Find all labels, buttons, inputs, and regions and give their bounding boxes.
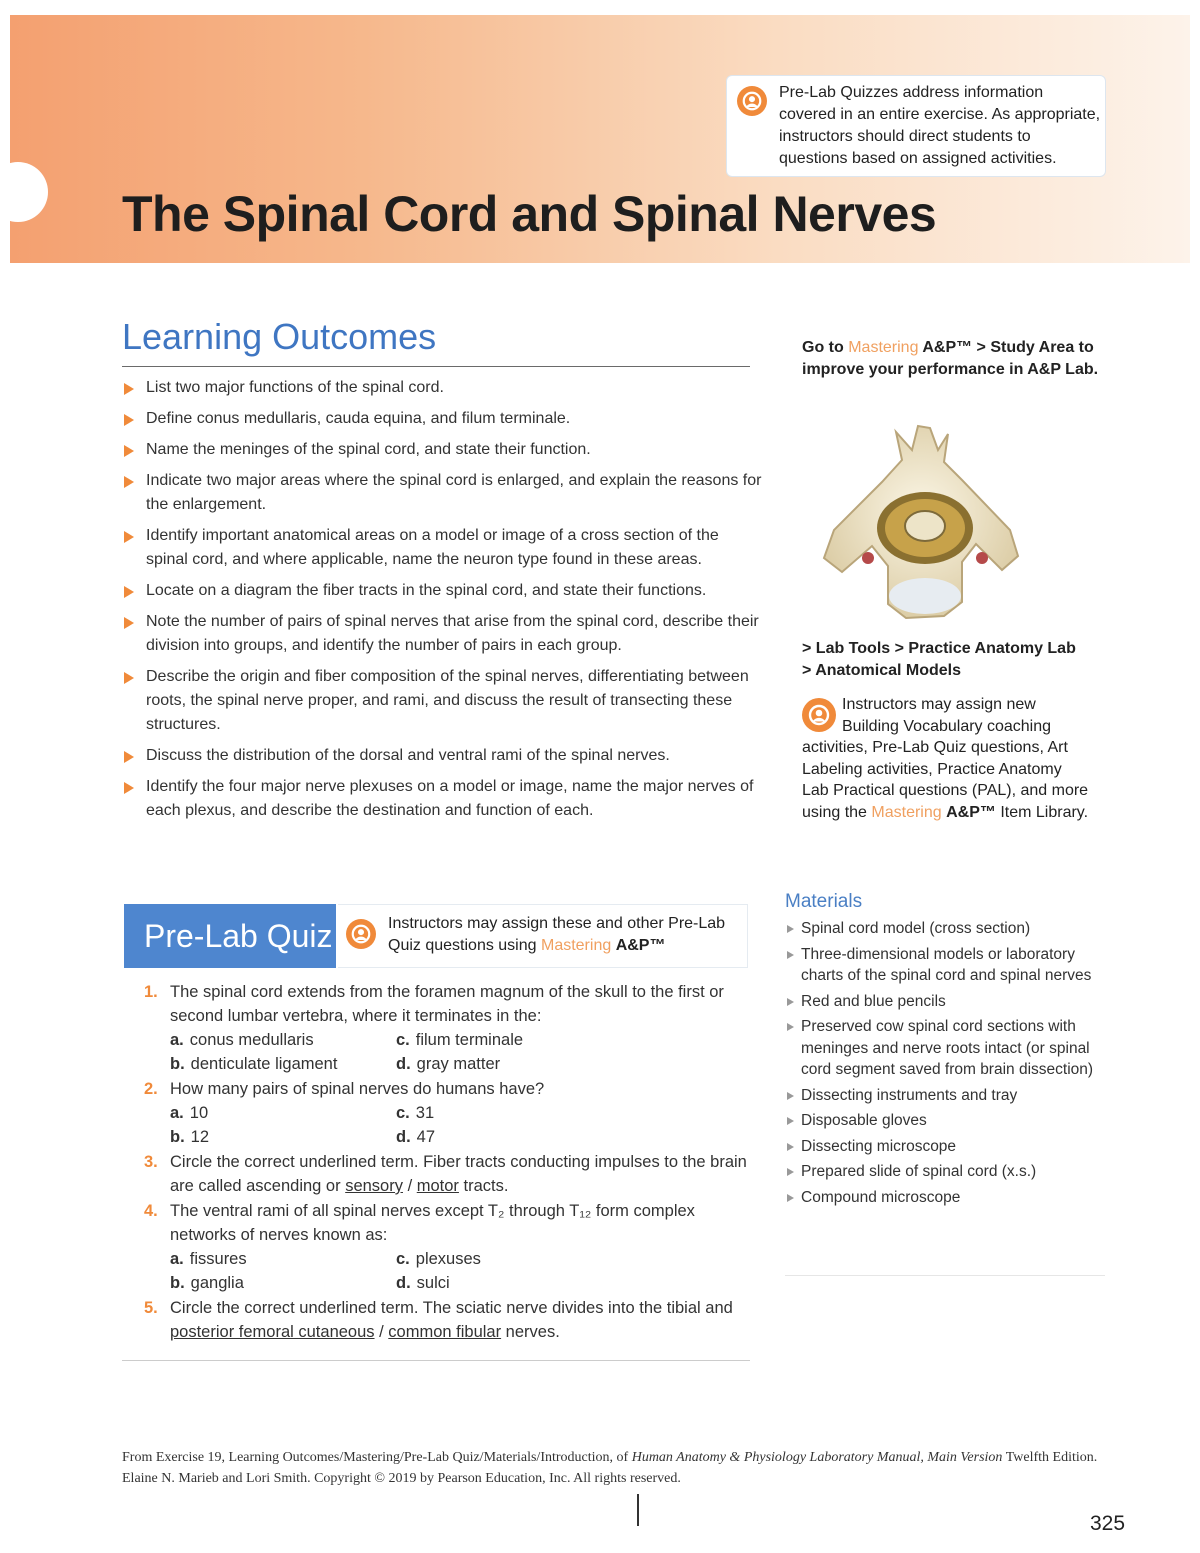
bullet-arrow-icon xyxy=(124,531,134,543)
mastering-brand: Mastering xyxy=(848,339,919,356)
bullet-arrow-icon xyxy=(124,476,134,488)
material-item: Red and blue pencils xyxy=(785,991,1100,1013)
mastering-brand: Mastering xyxy=(540,937,612,954)
materials-heading: Materials xyxy=(785,891,863,912)
center-mark xyxy=(637,1494,639,1526)
material-item: Compound microscope xyxy=(785,1187,1100,1209)
quiz-option: b. denticulate ligament xyxy=(170,1055,338,1073)
bullet-arrow-icon xyxy=(124,782,134,794)
bullet-arrow-icon xyxy=(124,445,134,457)
page-title: The Spinal Cord and Spinal Nerves xyxy=(122,186,937,242)
lab-tools-path: > Lab Tools > Practice Anatomy Lab > Anatomical Models xyxy=(802,640,1076,679)
material-item: Preserved cow spinal cord sections with meninges and nerve roots intact (or spinal cord segment saved from brain dissection) xyxy=(785,1016,1100,1081)
underlined-term: sensory xyxy=(345,1177,403,1195)
prelab-quiz-note: Instructors may assign these and other Pre-Lab Quiz questions using Mastering A&P™ xyxy=(338,904,748,968)
outcome-item: Define conus medullaris, cauda equina, and filum terminale. xyxy=(122,407,762,431)
bullet-arrow-icon xyxy=(124,586,134,598)
underlined-term: posterior femoral cutaneous xyxy=(170,1323,375,1341)
quiz-option: c. filum terminale xyxy=(396,1031,524,1049)
vertebra-cross-section-image xyxy=(812,420,1032,620)
material-item: Dissecting microscope xyxy=(785,1136,1100,1158)
material-item: Spinal cord model (cross section) xyxy=(785,918,1100,940)
underlined-term: common fibular xyxy=(388,1323,502,1341)
prelab-note-box xyxy=(726,75,1106,177)
quiz-question-4: 4. The ventral rami of all spinal nerves except T₂ through T₁₂ form complex networks of nerves known as: a. fissures c. plexuses b. ganglia d. sulci xyxy=(144,1199,754,1295)
prelab-quiz-heading: Pre-Lab Quiz xyxy=(124,904,336,968)
instructor-assign-note: Instructors may assign new Building Vocabulary coaching activities, Pre-Lab Quiz questions, Art Labeling activities, Practice Anatomy Lab Practical questions (PAL), and more using the Mastering A&P™ Item Library. xyxy=(802,696,1089,821)
outcome-item: Describe the origin and fiber composition of the spinal nerves, differentiating between roots, the spinal nerve proper, and rami, and discuss the result of transecting these structures. xyxy=(122,665,762,737)
quiz-option: b. 12 xyxy=(170,1128,210,1146)
quiz-question-3: 3. Circle the correct underlined term. Fiber tracts conducting impulses to the brain are called ascending or sensory / motor tracts. xyxy=(144,1153,747,1195)
outcome-item: List two major functions of the spinal cord. xyxy=(122,376,762,400)
copyright-credit: From Exercise 19, Learning Outcomes/Mastering/Pre-Lab Quiz/Materials/Introduction, of Human Anatomy & Physiology Laboratory Manual, Main Version Twelfth Edition. Elaine N. Marieb and Lori Smith. Copyright © 2019 by Pearson Education, Inc. All rights reserved. xyxy=(122,1450,1098,1486)
quiz-question-5: 5. Circle the correct underlined term. The sciatic nerve divides into the tibial and posterior femoral cutaneous / common fibular nerves. xyxy=(144,1299,733,1341)
bullet-arrow-icon xyxy=(124,672,134,684)
bullet-arrow-icon xyxy=(124,751,134,763)
quiz-divider xyxy=(122,1360,750,1361)
underlined-term: motor xyxy=(416,1177,459,1195)
material-item: Disposable gloves xyxy=(785,1110,1100,1132)
instructor-icon xyxy=(346,919,376,949)
heading-divider xyxy=(122,366,750,367)
material-item: Three-dimensional models or laboratory charts of the spinal cord and spinal nerves xyxy=(785,944,1100,987)
outcome-item: Note the number of pairs of spinal nerves that arise from the spinal cord, describe their division into groups, and identify the number of pairs in each group. xyxy=(122,610,762,658)
outcome-item: Identify important anatomical areas on a model or image of a cross section of the spinal cord, and where applicable, name the neuron type found in these areas. xyxy=(122,524,762,572)
quiz-option: a. 10 xyxy=(170,1104,209,1122)
outcome-item: Name the meninges of the spinal cord, and state their function. xyxy=(122,438,762,462)
bullet-arrow-icon xyxy=(124,383,134,395)
outcome-item: Discuss the distribution of the dorsal and ventral rami of the spinal nerves. xyxy=(122,744,762,768)
bullet-arrow-icon xyxy=(124,617,134,629)
instructor-icon xyxy=(737,86,767,116)
materials-list xyxy=(785,918,1100,1212)
mastering-study-area-note: Go to Mastering A&P™ > Study Area to improve your performance in A&P Lab. xyxy=(802,339,1099,378)
material-item: Prepared slide of spinal cord (x.s.) xyxy=(785,1161,1100,1183)
quiz-option: a. conus medullaris xyxy=(170,1031,314,1049)
quiz-option: a. fissures xyxy=(170,1250,247,1268)
prelab-note-text: Pre-Lab Quizzes address information covered in an entire exercise. As appropriate, instructors should direct students to questions based on assigned activities. xyxy=(779,84,1101,167)
quiz-option: c. plexuses xyxy=(396,1250,481,1268)
quiz-option: c. 31 xyxy=(396,1104,435,1122)
quiz-question-2: 2. How many pairs of spinal nerves do humans have? a. 10 c. 31 b. 12 d. 47 xyxy=(144,1077,754,1149)
quiz-question-1: 1. The spinal cord extends from the foramen magnum of the skull to the first or second lumbar vertebra, where it terminates in the: a. conus medullaris c. filum terminale b. denticulate ligament d. gray matter xyxy=(144,980,754,1076)
outcome-item: Indicate two major areas where the spinal cord is enlarged, and explain the reasons for the enlargement. xyxy=(122,469,762,517)
quiz-option: d. 47 xyxy=(396,1128,436,1146)
quiz-option: b. ganglia xyxy=(170,1274,244,1292)
learning-outcomes-list xyxy=(122,376,762,830)
prelab-quiz-questions xyxy=(144,980,754,1345)
learning-outcomes-heading: Learning Outcomes xyxy=(122,316,437,357)
materials-divider xyxy=(785,1275,1105,1276)
quiz-option: d. gray matter xyxy=(396,1055,501,1073)
instructor-icon xyxy=(802,698,836,732)
material-item: Dissecting instruments and tray xyxy=(785,1085,1100,1107)
quiz-option: d. sulci xyxy=(396,1274,450,1292)
page-number: 325 xyxy=(1090,1512,1126,1535)
bullet-arrow-icon xyxy=(124,414,134,426)
mastering-brand: Mastering xyxy=(871,803,942,821)
outcome-item: Locate on a diagram the fiber tracts in the spinal cord, and state their functions. xyxy=(122,579,762,603)
outcome-item: Identify the four major nerve plexuses on a model or image, name the major nerves of each plexus, and describe the destination and function of each. xyxy=(122,775,762,823)
